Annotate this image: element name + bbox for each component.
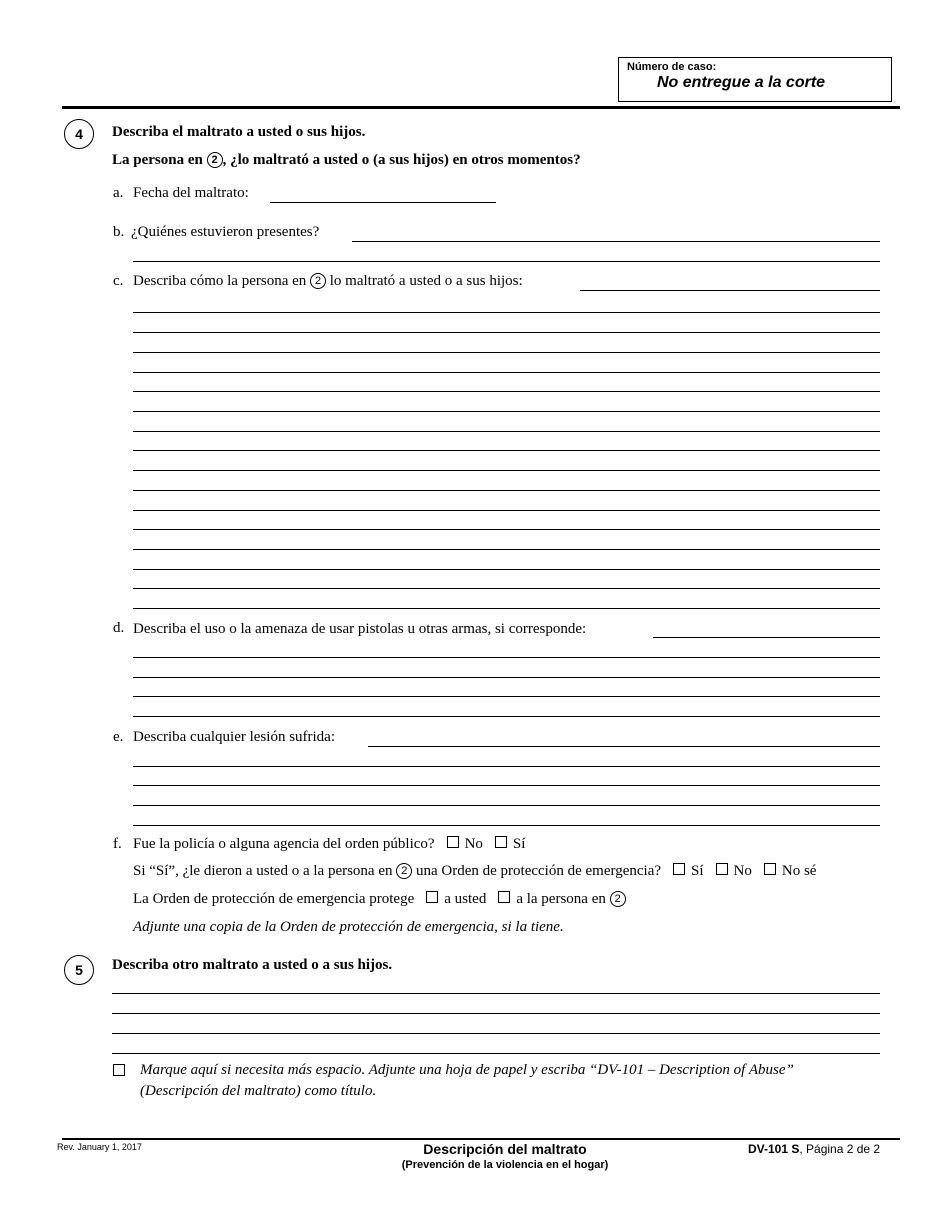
item-c-line[interactable] — [133, 490, 880, 491]
item-f-question-2: Si “Sí”, ¿le dieron a usted o a la persona en 2 una Orden de protección de emergencia? Sí No No sé — [133, 863, 817, 879]
item-c-line[interactable] — [133, 549, 880, 550]
item-d-label: Describa el uso o la amenaza de usar pistolas u otras armas, si corresponde: — [133, 621, 587, 637]
item-c-line[interactable] — [133, 372, 880, 373]
police-no-checkbox[interactable] — [447, 836, 459, 848]
footer-title: Descripción del maltrato — [423, 1141, 587, 1157]
header-rule — [62, 106, 900, 109]
section-5-line[interactable] — [112, 1013, 880, 1014]
item-d-line[interactable] — [133, 657, 880, 658]
item-c-line[interactable] — [133, 352, 880, 353]
item-e-line[interactable] — [133, 766, 880, 767]
item-d-line[interactable] — [133, 716, 880, 717]
ref-2-icon: 2 — [207, 152, 223, 168]
item-c-line[interactable] — [133, 608, 880, 609]
item-f-letter: f. — [113, 836, 122, 852]
item-d-line[interactable] — [133, 677, 880, 678]
section-5-title: Describa otro maltrato a usted o a sus hijos. — [112, 957, 393, 973]
item-c-label: Describa cómo la persona en 2 lo maltrató a usted o a sus hijos: — [133, 273, 523, 289]
protects-you-checkbox[interactable] — [426, 891, 438, 903]
footer-rev: Rev. January 1, 2017 — [57, 1142, 142, 1152]
item-c-line[interactable] — [133, 569, 880, 570]
item-b-letter: b. — [113, 224, 125, 240]
item-c-letter: c. — [113, 273, 124, 289]
item-e-field[interactable] — [368, 746, 880, 747]
item-b-field-line-2[interactable] — [133, 261, 880, 262]
item-c-line[interactable] — [133, 312, 880, 313]
item-d-line[interactable] — [133, 696, 880, 697]
item-a-date-field[interactable] — [270, 202, 496, 203]
footer-page: , Página 2 de 2 — [799, 1142, 881, 1156]
footer-page-info — [748, 1142, 880, 1156]
footer-subtitle: (Prevención de la violencia en el hogar) — [401, 1159, 609, 1171]
item-c-line[interactable] — [133, 332, 880, 333]
section-4-title: Describa el maltrato a usted o sus hijos. — [112, 124, 366, 140]
item-b-field[interactable] — [352, 241, 880, 242]
item-e-label: Describa cualquier lesión sufrida: — [133, 729, 336, 745]
item-e-letter: e. — [113, 729, 124, 745]
item-e-line[interactable] — [133, 825, 880, 826]
item-d-field[interactable] — [653, 637, 880, 638]
ref-2-icon: 2 — [310, 273, 326, 289]
item-b-label: ¿Quiénes estuvieron presentes? — [131, 224, 320, 240]
epo-nose-checkbox[interactable] — [764, 863, 776, 875]
item-a-label: Fecha del maltrato: — [133, 185, 249, 201]
case-number-label: Número de caso: — [627, 61, 717, 73]
police-si-checkbox[interactable] — [495, 836, 507, 848]
case-number-note: No entregue a la corte — [657, 74, 826, 91]
item-d-letter: d. — [113, 620, 125, 636]
item-c-field[interactable] — [580, 290, 880, 291]
item-c-line[interactable] — [133, 588, 880, 589]
section-5-line[interactable] — [112, 1053, 880, 1054]
section-4-number: 4 — [64, 119, 94, 149]
section-5-line[interactable] — [112, 1033, 880, 1034]
item-c-line[interactable] — [133, 391, 880, 392]
item-f-note: Adjunte una copia de la Orden de protección de emergencia, si la tiene. — [133, 919, 564, 935]
item-e-line[interactable] — [133, 805, 880, 806]
item-c-line[interactable] — [133, 431, 880, 432]
item-a-letter: a. — [113, 185, 124, 201]
epo-si-checkbox[interactable] — [673, 863, 685, 875]
more-space-text-line-1: Marque aquí si necesita más espacio. Adjunte una hoja de papel y escriba “DV-101 – Description of Abuse” — [140, 1062, 794, 1078]
item-c-line[interactable] — [133, 470, 880, 471]
item-c-line[interactable] — [133, 510, 880, 511]
item-c-line[interactable] — [133, 411, 880, 412]
case-number-box[interactable] — [618, 57, 892, 102]
item-c-line[interactable] — [133, 529, 880, 530]
footer-rule — [62, 1138, 900, 1140]
more-space-text-line-2: (Descripción del maltrato) como título. — [140, 1083, 377, 1099]
section-5-line[interactable] — [112, 993, 880, 994]
footer-form-id: DV-101 S — [748, 1142, 800, 1156]
ref-2-icon: 2 — [610, 891, 626, 907]
ref-2-icon: 2 — [396, 863, 412, 879]
section-4-subtitle: La persona en 2 , ¿lo maltrató a usted o (a sus hijos) en otros momentos? — [112, 152, 581, 168]
protects-person-checkbox[interactable] — [498, 891, 510, 903]
item-f-question-3: La Orden de protección de emergencia protege a usted a la persona en 2 — [133, 891, 626, 908]
section-5-number: 5 — [64, 955, 94, 985]
epo-no-checkbox[interactable] — [716, 863, 728, 875]
more-space-checkbox[interactable] — [113, 1064, 125, 1076]
item-f-question-1: Fue la policía o alguna agencia del orden público? No Sí — [133, 836, 526, 852]
item-c-line[interactable] — [133, 450, 880, 451]
item-e-line[interactable] — [133, 785, 880, 786]
